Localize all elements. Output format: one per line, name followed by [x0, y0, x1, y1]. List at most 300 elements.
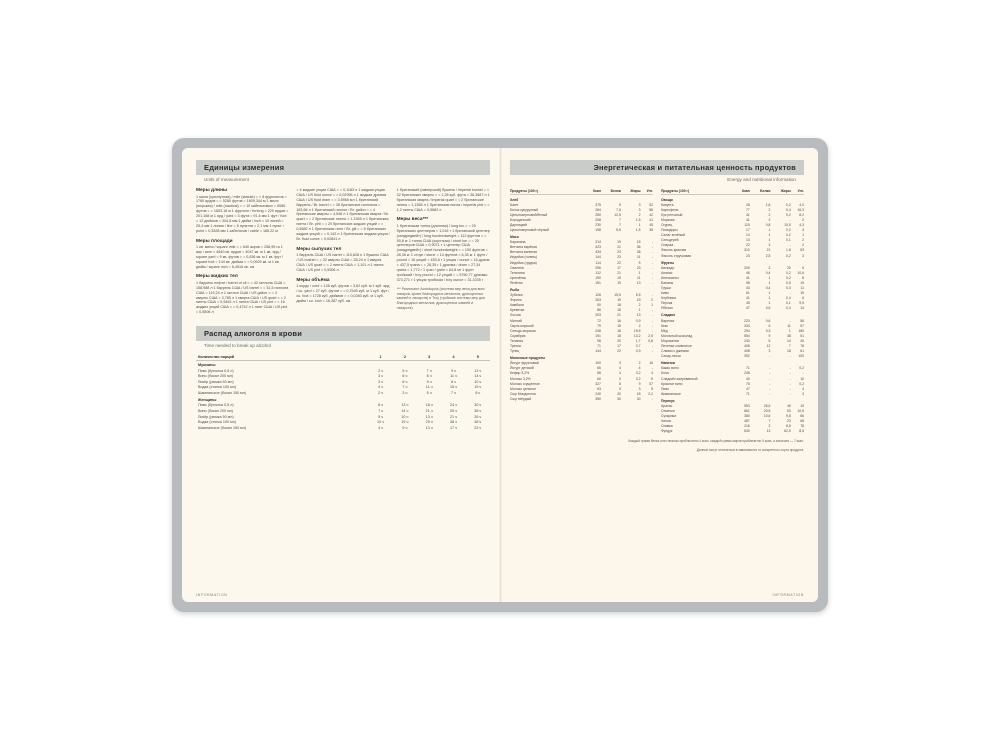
nutrition-cell: 63: [597, 386, 601, 391]
unit-group-text: 1 баррель нефти / barrel of oil = = 42 галлона США = 158,988 л 1 баррель США / US barrel = = 31,5 галлона США = 119,24 л 1 галлон США / US gallon = = 4 кварты США = 3,785 л 1 кварта США / US quart = = 2 пинты США = 0,9463 л 1 пинта США / US pint = = 16 жидких унций США = = 0,4732 л 1 пинт США / US pint = 0,5506 л: [196, 280, 289, 315]
nutrition-product-label: Яблоки: [661, 306, 673, 311]
nutrition-cell: 7: [618, 222, 621, 227]
units-column-1: [196, 188, 289, 320]
unit-group-title: Меры сыпучих тел: [296, 246, 342, 252]
nutrition-cell: 240: [595, 391, 601, 396]
nutrition-cell: 16,3: [797, 207, 804, 212]
nutrition-cell: -: [651, 308, 653, 313]
nutrition-cell: 180: [798, 328, 804, 333]
nutrition-cell: 1,7: [635, 338, 641, 343]
nutrition-product-label: Креветки: [510, 308, 525, 313]
nutrition-cell: 0,2: [786, 228, 791, 233]
nutrition-cell: 11: [787, 323, 791, 328]
nutrition-cell: 86: [597, 308, 601, 313]
alcohol-section-band: [196, 326, 490, 341]
nutrition-category-row: [661, 311, 804, 318]
nutrition-cell: 23: [617, 255, 621, 260]
nutrition-cell: 334: [744, 323, 750, 328]
nutrition-cell: -: [769, 391, 771, 396]
nutrition-cell: 0,8: [765, 222, 771, 227]
nutrition-cell: 47: [746, 386, 750, 391]
nutrition-product-label: Цыплёнок: [510, 275, 526, 280]
left-section-band: [196, 160, 490, 175]
unit-group-text: 1 британская тонна (длинная) / long ton = = 20 британских центнеров = 1,016 т 1 британский центнер (хандредвейт) / long hundredweight = 112 фунтов = = 50,8 кг 1 тонна США (короткая) / short ton = = 20 центнеров США = 0,9071 т 1 центнер США (хандредвейт) / short hundredweight = = 100 фунтов = 45,36 кг 1 стоун / stone = 14 фунтов = 6,35 кг 1 фунт / pound = 16 унций = 453,6 г 1 унция / ounce = 16 драхм = 437,5 грана = = 28,35 г 1 драхма / dram = 27,34 грана = 1,772 г 1 гран / grain = 64,8 мг 1 фунт тройский / troy pound = 12 унций = = 5760,77 драхмы: 373,271 г 1 унция тройская / troy ounce = 31,1035 г: [396, 223, 490, 282]
nutrition-cell: 9: [768, 333, 771, 338]
alcohol-cell: 12 ч: [474, 368, 482, 373]
alcohol-cell: 11 ч: [425, 385, 433, 390]
nutrition-product-label: Какао вино: [661, 366, 679, 371]
unit-group: [196, 188, 289, 234]
nutrition-cell: 12,5: [614, 212, 621, 217]
nutrition-cell: 6: [802, 296, 804, 301]
nutrition-right-body: [661, 195, 804, 434]
nutrition-product-label: Семечки: [661, 409, 675, 414]
nutrition-cell: 22: [746, 243, 750, 248]
nutrition-cell: 6: [768, 323, 771, 328]
nutrition-cell: 327: [595, 381, 601, 386]
nutrition-product-label: Кола: [661, 371, 669, 376]
nutrition-cell: 18: [617, 308, 621, 313]
alcohol-cell: 4 ч: [378, 385, 384, 390]
nutrition-cell: 1: [638, 308, 641, 313]
alcohol-cell: 6 ч: [378, 403, 384, 408]
nutrition-product-label: Персик: [661, 301, 673, 306]
nutrition-cell: 3: [638, 386, 641, 391]
nutrition-cell: 77: [746, 207, 750, 212]
nutrition-cell: -: [651, 260, 653, 265]
nutrition-cell: 62,5: [784, 429, 791, 434]
nutrition-product-label: Спаржа: [661, 243, 674, 248]
nutrition-cell: 9,8: [786, 414, 791, 419]
nutrition-cell: 41: [746, 217, 750, 222]
nutrition-cell: 71: [746, 366, 750, 371]
nutrition-product-label: Сахар-песок: [661, 354, 681, 359]
nutrition-cell: 2: [802, 238, 804, 243]
nutrition-cell: 90: [597, 303, 601, 308]
nutrition-cell: 53: [786, 409, 791, 414]
nutrition-left-body: [510, 195, 653, 402]
nutrition-product-label: Белок кукурузный: [510, 207, 539, 212]
nutrition-cell: -: [651, 313, 653, 318]
nutrition-header-product: Продукты (100 г): [661, 188, 734, 195]
nutrition-cell: -: [769, 376, 771, 381]
nutrition-cell: 2: [768, 424, 771, 429]
nutrition-cell: 78: [800, 344, 804, 349]
nutrition-cell: 2: [638, 323, 641, 328]
nutrition-cell: 0,5: [786, 280, 791, 285]
nutrition-cell: 554: [744, 333, 750, 338]
nutrition-cell: 630: [744, 429, 750, 434]
nutrition-cell: 18: [617, 333, 621, 338]
nutrition-cell: 57: [649, 381, 653, 386]
nutrition-cell: -: [789, 243, 791, 248]
alcohol-header-1: 1: [368, 354, 392, 361]
alcohol-cell: 9 ч: [402, 425, 408, 430]
nutrition-cell: 72: [597, 318, 601, 323]
nutrition-cell: 191: [595, 333, 601, 338]
nutrition-product-label: Клубника: [661, 296, 676, 301]
nutrition-cell: 0,9: [635, 318, 641, 323]
nutrition-cell: 2: [768, 207, 771, 212]
nutrition-product-label: Тунец: [510, 349, 520, 354]
alcohol-header-label: Количество порций: [196, 354, 368, 361]
nutrition-category-label: Рыба: [510, 288, 520, 292]
nutrition-cell: 200: [744, 265, 750, 270]
nutrition-cell: -: [789, 386, 791, 391]
unit-group: [397, 217, 490, 282]
nutrition-header-carbs: Угл.: [641, 188, 653, 195]
nutrition-cell: 19,5: [633, 328, 641, 333]
nutrition-cell: 144: [595, 255, 601, 260]
right-page-footer: INFORMATION: [772, 593, 804, 597]
alcohol-cell: 30 ч: [474, 403, 482, 408]
nutrition-product-label: Лосось: [510, 313, 522, 318]
nutrition-product-label: Дарницкий: [510, 222, 528, 227]
nutrition-cell: 2: [768, 265, 771, 270]
alcohol-cell: 3 ч: [378, 379, 384, 384]
nutrition-cell: 17: [617, 265, 621, 270]
nutrition-category-row: [510, 286, 653, 293]
nutrition-cell: 0,4: [786, 306, 791, 311]
nutrition-cell: 248: [744, 371, 750, 376]
nutrition-cell: 20: [617, 391, 621, 396]
nutrition-cell: 406: [744, 344, 750, 349]
nutrition-header-kcal: Ккал: [586, 188, 601, 195]
nutrition-product-label: Фасоль стручковая: [661, 253, 692, 258]
nutrition-cell: -: [651, 280, 653, 285]
nutrition-cell: 1: [768, 280, 771, 285]
nutrition-product-label: Йогурт детский: [510, 366, 534, 371]
nutrition-cell: 14: [786, 338, 791, 343]
nutrition-cell: 3: [618, 376, 621, 381]
unit-group-title: Меры жидких тел: [196, 274, 238, 280]
alcohol-cell: 9 ч: [426, 379, 432, 384]
nutrition-cell: 191: [595, 280, 601, 285]
nutrition-cell: -: [802, 371, 804, 376]
nutrition-cell: 60: [597, 376, 601, 381]
alcohol-cell: 36 ч: [474, 408, 482, 413]
nutrition-cell: 20: [617, 338, 621, 343]
nutrition-category-label: Мясо: [510, 235, 519, 240]
alcohol-header-2: 2: [393, 354, 417, 361]
nutrition-cell: -: [769, 381, 771, 386]
nutrition-cell: 41: [746, 296, 750, 301]
nutrition-product-label: Печенье сливочное: [661, 344, 692, 349]
nutrition-cell: 2,5: [765, 253, 771, 258]
nutrition-cell: 51: [800, 333, 804, 338]
nutrition-category-row: [661, 396, 804, 403]
nutrition-cell: 66: [800, 414, 804, 419]
nutrition-category-row: [661, 359, 804, 366]
nutrition-cell: 0,2: [786, 212, 791, 217]
nutrition-cell: -: [769, 386, 771, 391]
nutrition-product-label: Морковь: [661, 217, 675, 222]
nutrition-product-label: Бородинский: [510, 217, 531, 222]
nutrition-product-label: Сельдерей: [661, 238, 679, 243]
alcohol-cell: 8 ч: [450, 379, 456, 384]
nutrition-cell: 19: [617, 240, 621, 245]
nutrition-cell: 68: [800, 419, 804, 424]
nutrition-cell: 1: [768, 238, 771, 243]
nutrition-cell: 8,5: [799, 429, 804, 434]
unit-group: [296, 247, 389, 273]
nutrition-product-label: Камбала: [510, 303, 524, 308]
nutrition-cell: 3: [802, 391, 804, 396]
nutrition-cell: 21: [617, 313, 621, 318]
nutrition-cell: 0,2: [786, 270, 791, 275]
alcohol-drink-label: Пиво (бутылка 0,5 л): [198, 403, 234, 408]
nutrition-cell: 0,2: [786, 202, 791, 207]
nutrition-product-label: Индейка (грудка): [510, 260, 537, 265]
nutrition-cell: 5,5: [616, 228, 621, 233]
nutrition-cell: 1,8: [786, 248, 791, 253]
alcohol-header-4: 4: [441, 354, 465, 361]
nutrition-cell: -: [769, 354, 771, 359]
right-page: [500, 148, 818, 602]
right-section-title: Энергетическая и питательная ценность продуктов: [593, 163, 796, 172]
alcohol-cell: 7 ч: [426, 368, 432, 373]
units-column-2: [296, 188, 389, 320]
nutrition-cell: 16: [649, 361, 653, 366]
unit-group-text: 1 кв. миля / square mile = = 640 акров = 258,99 га 1 акр / acre = 4840 кв. ярдов = 4047 кв. м 1 кв. ярд / square yard = 9 кв. футов = = 0,836 кв. м 1 кв. фут / square foot = 144 кв. дюйма = = 0,0929 кв. м 1 кв. дюйм / square inch = 6,4516 кв. см: [196, 245, 283, 269]
alcohol-cell: 11 ч: [450, 374, 457, 379]
unit-group-title: Меры длины: [196, 188, 228, 193]
nutrition-cell: 41: [746, 275, 750, 280]
nutrition-cell: 28: [746, 202, 750, 207]
nutrition-product-label: Мороженое: [661, 338, 680, 343]
nutrition-table-left: [510, 188, 653, 401]
nutrition-cell: 66: [597, 366, 601, 371]
nutrition-product-label: Груши: [661, 286, 671, 291]
nutrition-cell: 13: [746, 238, 750, 243]
nutrition-cell: 15: [800, 291, 804, 296]
alcohol-cell: 24 ч: [449, 403, 457, 408]
nutrition-cell: 3: [768, 349, 771, 354]
nutrition-cell: 3: [802, 228, 804, 233]
nutrition-cell: 15: [636, 240, 641, 245]
nutrition-product-label: Ветчина вяленая: [510, 250, 538, 255]
nutrition-cell: 1: [768, 301, 771, 306]
nutrition-category-row: [510, 233, 653, 240]
nutrition-product-label: Форель: [510, 298, 522, 303]
nutrition-cell: 14: [800, 306, 804, 311]
nutrition-cell: 10,6: [797, 270, 804, 275]
alcohol-cell: 19 ч: [474, 385, 482, 390]
nutrition-cell: 100: [798, 354, 804, 359]
nutrition-product-label: Сладкий газированный: [661, 376, 698, 381]
alcohol-cell: 5 ч: [378, 414, 384, 419]
nutrition-cell: 2: [638, 212, 641, 217]
nutrition-cell: 3: [618, 386, 621, 391]
nutrition-cell: 1: [638, 270, 641, 275]
nutrition-cell: 7,5: [616, 207, 621, 212]
nutrition-cell: 115: [744, 222, 750, 227]
nutrition-cell: 487: [744, 419, 750, 424]
alcohol-drink-label: Шампанское (бокал 150 мл): [198, 390, 247, 395]
nutrition-cell: 26: [800, 338, 804, 343]
nutrition-cell: 296: [595, 265, 601, 270]
nutrition-cell: 214: [595, 240, 601, 245]
nutrition-cell: 98: [597, 338, 601, 343]
unit-group-text: = 4 жидкие унции США = = 0,1183 л 1 жидкая унция США / US fluid ounce = = 0,02956 л 1 жидкая драхма США / US fluid dram = = 3,6966 мл 1 британский баррель / Br. barrel = = 36 британских галлонов = 163,66 л 1 британский галлон / Br. gallon = = 4 британские кварты = 4,546 л 1 британская кварта / Br. quart = = 2 британские пинты = 1,1365 л 1 британская пинта / Br. pint = = 20 британских жидких унций = = 0,5682 л 1 британская гилл / Br. gill = = 5 британских жидких унций = = 0,142 л 1 британская жидкая унция / Br. fluid ounce = 0,02841 л: [296, 188, 390, 241]
nutrition-product-label: Шампанское: [661, 391, 681, 396]
nutrition-cell: -: [651, 270, 653, 275]
nutrition-cell: -: [651, 318, 653, 323]
alcohol-drink-label: Вино (бокал 200 мл): [198, 374, 234, 379]
nutrition-cell: 13: [636, 313, 641, 318]
nutrition-product-label: Сыр Моцарелла: [510, 391, 536, 396]
alcohol-cell: 2 ч: [378, 368, 384, 373]
nutrition-cell: 23: [746, 253, 750, 258]
alcohol-cell: 7 ч: [450, 390, 456, 395]
nutrition-category-label: Хлеб: [510, 197, 519, 202]
nutrition-product-label: Помидоры: [661, 228, 678, 233]
nutrition-cell: -: [651, 240, 653, 245]
nutrition-cell: 3: [618, 361, 621, 366]
alcohol-header-5: 5: [466, 354, 490, 361]
nutrition-cell: -: [789, 376, 791, 381]
nutrition-cell: 19: [617, 298, 621, 303]
nutrition-cell: 10,5: [797, 409, 804, 414]
alcohol-drink-label: Ликёр (рюмка 50 мл): [198, 379, 234, 384]
nutrition-cell: -: [789, 354, 791, 359]
nutrition-product-label: Скумбрия: [510, 333, 526, 338]
nutrition-cell: 1: [788, 328, 791, 333]
nutrition-cell: 18: [786, 349, 791, 354]
nutrition-cell: 61: [800, 349, 804, 354]
alcohol-cell: 2 ч: [378, 390, 384, 395]
right-section-band: [510, 160, 804, 175]
nutrition-cell: -: [651, 293, 653, 298]
nutrition-tables: [510, 188, 804, 434]
nutrition-cell: 380: [744, 414, 750, 419]
nutrition-cell: 2: [768, 212, 771, 217]
nutrition-product-label: Ягнёнок: [510, 280, 523, 285]
nutrition-product-label: Ананас: [661, 270, 673, 275]
alcohol-header-3: 3: [417, 354, 441, 361]
units-columns: [196, 188, 490, 320]
nutrition-cell: 9: [618, 202, 621, 207]
nutrition-cell: 4: [802, 386, 804, 391]
open-book: [172, 138, 828, 612]
table-row: [196, 425, 490, 431]
alcohol-table: [196, 354, 490, 431]
nutrition-cell: 144: [595, 349, 601, 354]
nutrition-cell: 1: [768, 275, 771, 280]
alcohol-cell: 22 ч: [474, 425, 482, 430]
nutrition-cell: 8,5: [786, 424, 791, 429]
nutrition-cell: 18: [617, 303, 621, 308]
nutrition-cell: 8: [618, 381, 621, 386]
nutrition-cell: -: [651, 323, 653, 328]
unit-group-title: Меры объёма: [296, 277, 330, 283]
alcohol-cell: 38 ч: [449, 420, 457, 425]
unit-group-text: 1 баррель США / US barrel = 115,628 л 1 бушель США / US bushel = = 32 кварты США = 35,24 л 1 кварта США / US quart = = 2 пинты США = 1,101 л 1 пинта США / US pint = 0,5506 л: [296, 253, 389, 272]
unit-group-text: 1 кордс / cord = 128 куб. футов = 3,62 куб. м 1 куб. ярд / cu. yard = 27 куб. футов = = 0,7645 куб. м 1 куб. фут / cu. foot = 1728 куб. дюймов = = 0,0283 куб. м 1 куб. дюйм / cu. inch = 16,387 куб. см: [296, 284, 390, 303]
nutrition-cell: 36: [636, 250, 641, 255]
nutrition-cell: 3: [768, 243, 771, 248]
nutrition-cell: 23: [636, 265, 641, 270]
nutrition-product-label: Киви: [661, 291, 669, 296]
nutrition-cell: 8: [802, 275, 804, 280]
nutrition-cell: 0,4: [786, 207, 791, 212]
nutrition-cell: 0,2: [799, 366, 804, 371]
alcohol-cell: 4 ч: [378, 425, 384, 430]
nutrition-cell: 218: [744, 424, 750, 429]
nutrition-cell: 9,5: [799, 301, 804, 306]
alcohol-cell: 13 ч: [425, 414, 433, 419]
nutrition-cell: 5,5: [635, 293, 641, 298]
alcohol-cell: 8 ч: [475, 390, 481, 395]
nutrition-cell: 310: [744, 248, 750, 253]
nutrition-cell: 45: [786, 403, 791, 408]
nutrition-product-label: Багет: [510, 202, 519, 207]
nutrition-cell: 20,5: [763, 409, 771, 414]
nutrition-product-label: Красное вино: [661, 381, 683, 386]
alcohol-group-label: Женщины: [198, 397, 217, 402]
unit-group: [196, 239, 289, 270]
alcohol-section-subtitle: Time needed to break up alcohol: [204, 343, 271, 348]
nutrition-cell: 11: [636, 275, 641, 280]
nutrition-cell: 41: [649, 217, 653, 222]
nutrition-cell: 53: [800, 248, 804, 253]
nutrition-product-label: Молоко сгущённое: [510, 381, 540, 386]
alcohol-cell: 29 ч: [449, 408, 457, 413]
nutrition-cell: 190: [595, 275, 601, 280]
nutrition-product-label: Молочный шоколад: [661, 333, 693, 338]
nutrition-cell: 21: [766, 248, 771, 253]
nutrition-cell: 38: [786, 333, 791, 338]
alcohol-cell: 7 ч: [378, 408, 384, 413]
nutrition-cell: 0,3: [765, 328, 771, 333]
alcohol-cell: 13 ч: [425, 425, 433, 430]
nutrition-product-label: Баранина: [510, 240, 526, 245]
units-footnote: *** Различают Avoirdupois (система мер веса для всех товаров, кроме благородных металлов, драгоценных камней и лекарств) и Troy (тройские системы мер для благородных металлов, драгоценных камней и лекарств).: [396, 287, 485, 310]
nutrition-cell: 42: [649, 212, 653, 217]
nutrition-product-label: Оливки: [661, 424, 673, 429]
alcohol-group-row: [196, 361, 490, 368]
nutrition-cell: 19: [800, 280, 804, 285]
alcohol-cell: 13 ч: [401, 403, 409, 408]
nutrition-cell: -: [651, 265, 653, 270]
nutrition-cell: 114: [595, 260, 601, 265]
nutrition-cell: 1: [802, 233, 804, 238]
nutrition-cell: 14: [746, 233, 750, 238]
nutrition-cell: 208: [595, 217, 601, 222]
nutrition-cell: 71: [597, 344, 601, 349]
alcohol-cell: 19 ч: [401, 420, 409, 425]
nutrition-cell: 263: [595, 298, 601, 303]
nutrition-product-label: Ветчина варёная: [510, 245, 537, 250]
nutrition-cell: 350: [595, 396, 601, 401]
nutrition-cell: 0,5: [765, 306, 771, 311]
nutrition-left-wrap: [510, 188, 653, 434]
nutrition-product-label: Фасоль красная: [661, 248, 687, 253]
nutrition-header-fat: Жиры: [770, 188, 790, 195]
nutrition-cell: 1,5: [635, 217, 641, 222]
nutrition-cell: 57: [800, 323, 804, 328]
nutrition-cell: 11: [800, 286, 804, 291]
nutrition-cell: -: [651, 349, 653, 354]
nutrition-cell: 26,5: [763, 403, 771, 408]
nutrition-cell: -: [789, 291, 791, 296]
alcohol-cell: 5 ч: [402, 368, 408, 373]
nutrition-cell: 35: [649, 228, 653, 233]
alcohol-drink-label: Ликёр (рюмка 50 мл): [198, 414, 234, 419]
alcohol-section: [196, 326, 490, 431]
nutrition-cell: 43: [746, 286, 750, 291]
alcohol-cell: 17 ч: [449, 425, 457, 430]
